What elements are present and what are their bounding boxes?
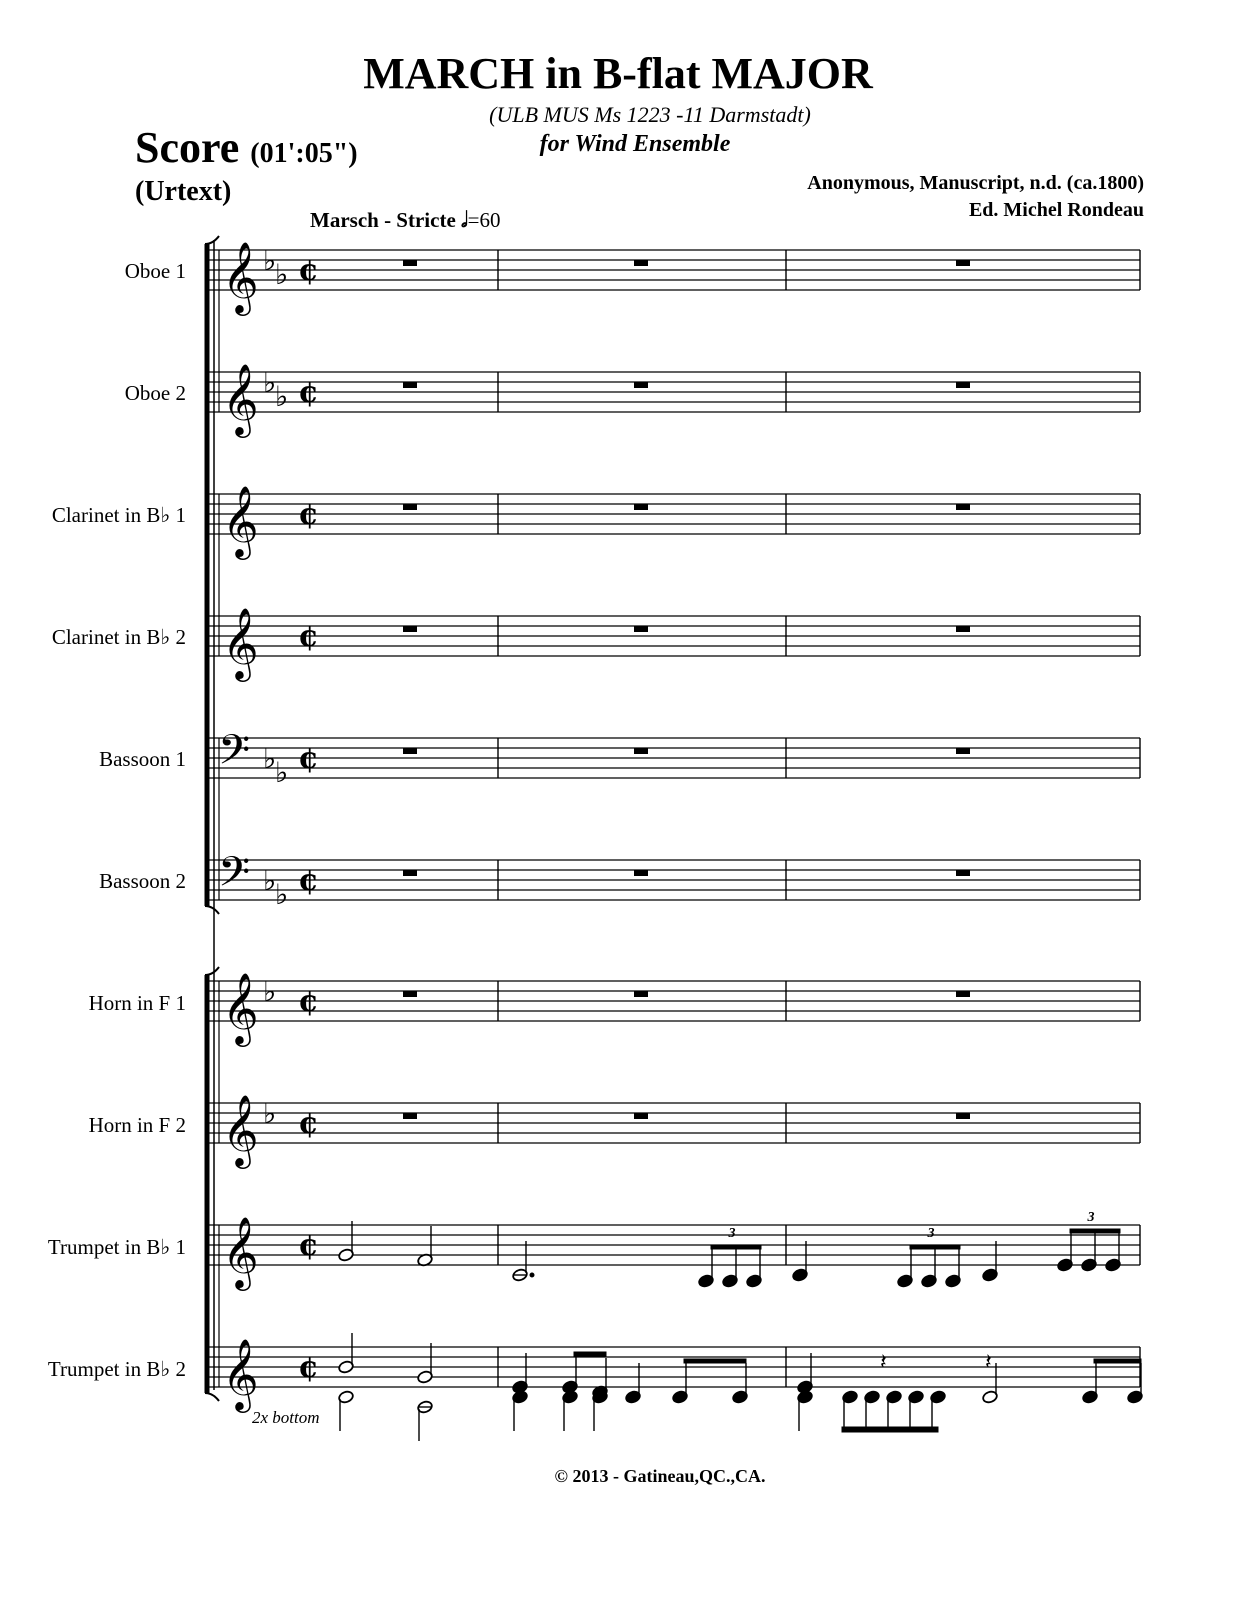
urtext-label: (Urtext) <box>135 176 232 207</box>
instrument-label-horn-1: Horn in F 1 <box>88 991 186 1015</box>
tuplet-label: 3 <box>1087 1210 1095 1225</box>
instrument-label-oboe-2: Oboe 2 <box>124 381 186 405</box>
time-signature: ¢ <box>298 863 319 898</box>
treble-clef-icon: 𝄞 <box>222 1337 259 1410</box>
flat-sign-icon: ♭ <box>275 878 289 911</box>
treble-clef-icon: 𝄞 <box>222 971 259 1044</box>
flat-sign-icon: ♭ <box>263 1097 277 1130</box>
bass-clef-icon: 𝄢 <box>218 726 251 784</box>
tuplet-label: 3 <box>927 1226 935 1241</box>
treble-clef-icon: 𝄞 <box>222 362 259 435</box>
whole-rest <box>634 991 648 997</box>
beam <box>574 1352 606 1356</box>
time-signature: ¢ <box>298 619 319 654</box>
whole-rest <box>956 991 970 997</box>
instrument-label-trumpet-1: Trumpet in B♭ 1 <box>47 1235 186 1259</box>
flat-sign-icon: ♭ <box>275 258 289 291</box>
whole-rest <box>403 1113 417 1119</box>
whole-rest <box>956 748 970 754</box>
treble-clef-icon: 𝄞 <box>222 240 259 313</box>
whole-rest <box>403 870 417 876</box>
whole-rest <box>956 382 970 388</box>
half-note-icon: 𝅗𝅥 <box>461 208 468 232</box>
dot <box>530 1273 534 1277</box>
whole-rest <box>634 260 648 266</box>
tempo-text: Marsch - Stricte <box>310 208 456 232</box>
time-signature: ¢ <box>298 984 319 1019</box>
editor-credit: Ed. Michel Rondeau <box>968 199 1144 221</box>
instrument-label-bassoon-2: Bassoon 2 <box>99 869 186 893</box>
instrument-label-trumpet-2: Trumpet in B♭ 2 <box>47 1357 186 1381</box>
score-subtitle: (ULB MUS Ms 1223 -11 Darmstadt) <box>489 102 811 127</box>
whole-rest <box>403 260 417 266</box>
copyright-footer: © 2013 - Gatineau,QC.,CA. <box>554 1466 766 1486</box>
brass-bracket-top <box>205 967 219 975</box>
flat-sign-icon: ♭ <box>263 864 277 897</box>
time-signature: ¢ <box>298 253 319 288</box>
whole-rest <box>634 870 648 876</box>
instrument-label-clarinet-2: Clarinet in B♭ 2 <box>51 625 186 649</box>
treble-clef-icon: 𝄞 <box>222 1093 259 1166</box>
flat-sign-icon: ♭ <box>263 975 277 1008</box>
whole-rest <box>403 991 417 997</box>
flat-sign-icon: ♭ <box>263 366 277 399</box>
time-signature: ¢ <box>298 1106 319 1141</box>
time-signature: ¢ <box>298 741 319 776</box>
metronome-value: =60 <box>467 208 501 232</box>
beam <box>711 1245 761 1249</box>
whole-rest <box>956 260 970 266</box>
bass-clef-icon: 𝄢 <box>218 848 251 906</box>
woodwind-bracket-bottom <box>205 906 219 914</box>
treble-clef-icon: 𝄞 <box>222 484 259 557</box>
whole-rest <box>634 626 648 632</box>
whole-rest <box>634 382 648 388</box>
instrument-label-bassoon-1: Bassoon 1 <box>99 747 186 771</box>
composer-credit: Anonymous, Manuscript, n.d. (ca.1800) <box>807 172 1144 194</box>
beam <box>842 1427 938 1432</box>
whole-rest <box>634 504 648 510</box>
performance-annotation: 2x bottom <box>252 1408 320 1427</box>
time-signature: ¢ <box>298 1350 319 1385</box>
beam <box>684 1359 746 1363</box>
whole-rest <box>403 748 417 754</box>
whole-rest <box>403 504 417 510</box>
ensemble-subtitle: for Wind Ensemble <box>539 131 731 157</box>
time-signature: ¢ <box>298 375 319 410</box>
flat-sign-icon: ♭ <box>263 742 277 775</box>
whole-rest <box>403 382 417 388</box>
whole-rest <box>956 626 970 632</box>
quarter-rest-icon: 𝄽 <box>985 1350 992 1375</box>
treble-clef-icon: 𝄞 <box>222 606 259 679</box>
beam <box>1070 1229 1120 1233</box>
flat-sign-icon: ♭ <box>263 244 277 277</box>
quarter-rest-icon: 𝄽 <box>880 1350 887 1375</box>
flat-sign-icon: ♭ <box>275 380 289 413</box>
instrument-label-oboe-1: Oboe 1 <box>124 259 186 283</box>
treble-clef-icon: 𝄞 <box>222 1215 259 1288</box>
whole-rest <box>634 748 648 754</box>
whole-rest <box>956 1113 970 1119</box>
flat-sign-icon: ♭ <box>275 756 289 789</box>
whole-rest <box>956 504 970 510</box>
time-signature: ¢ <box>298 497 319 532</box>
score-title: MARCH in B-flat MAJOR <box>363 49 873 98</box>
beam <box>1094 1359 1141 1363</box>
beam <box>910 1245 960 1249</box>
score-word: Score <box>135 123 240 172</box>
instrument-label-clarinet-1: Clarinet in B♭ 1 <box>51 503 186 527</box>
instrument-label-horn-2: Horn in F 2 <box>88 1113 186 1137</box>
whole-rest <box>634 1113 648 1119</box>
staff-system <box>205 236 1140 1413</box>
brass-bracket-bottom <box>205 1393 219 1401</box>
whole-rest <box>403 626 417 632</box>
duration-label: (01':05") <box>250 138 358 169</box>
time-signature: ¢ <box>298 1228 319 1263</box>
woodwind-bracket-top <box>205 236 219 244</box>
whole-rest <box>956 870 970 876</box>
tuplet-label: 3 <box>728 1226 736 1241</box>
